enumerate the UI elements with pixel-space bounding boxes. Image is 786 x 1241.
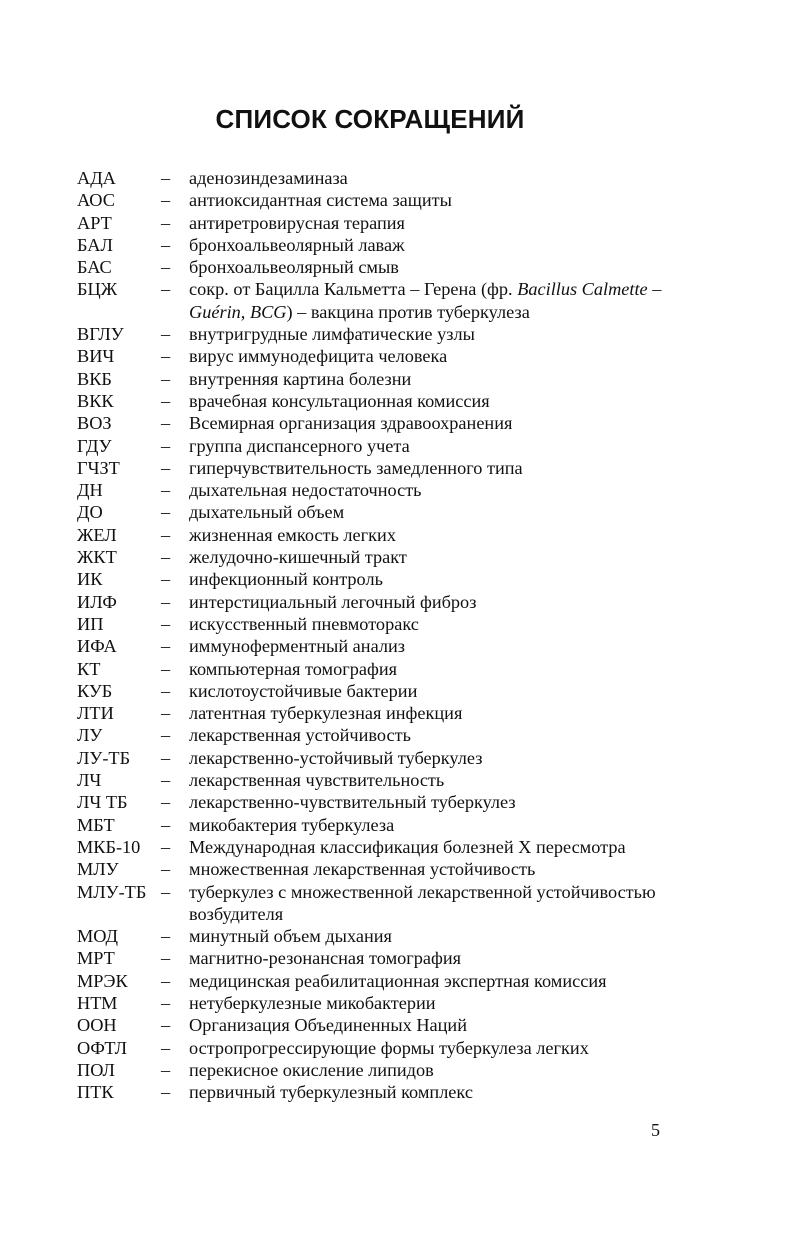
abbreviation-definition: туберкулез с множественной лекарственной устойчивостью возбудителя [189, 881, 656, 924]
abbreviation-definition: перекисное окисление липидов [189, 1059, 434, 1080]
abbreviation-term: МКБ-10 [77, 836, 141, 857]
abbreviation-term: ИЛФ [77, 591, 117, 612]
abbreviation-list [77, 167, 677, 1103]
abbreviation-definition: дыхательный объем [189, 502, 345, 523]
abbreviation-term: ВОЗ [77, 413, 112, 434]
abbreviation-entry [77, 256, 677, 278]
abbreviation-term: МЛУ [77, 859, 119, 880]
abbreviation-term: ЛЧ [77, 770, 102, 791]
abbreviation-term: КТ [77, 658, 101, 679]
dash-separator: – [161, 859, 171, 880]
dash-separator: – [161, 212, 171, 233]
abbreviation-definition: врачебная консультационная комиссия [189, 390, 490, 411]
dash-separator: – [161, 390, 171, 411]
abbreviation-term: ПТК [77, 1082, 114, 1103]
abbreviation-definition: компьютерная томография [189, 658, 398, 679]
abbreviation-definition: интерстициальный легочный фиброз [189, 591, 477, 612]
abbreviation-entry [77, 1059, 677, 1081]
abbreviation-entry [77, 970, 677, 992]
abbreviation-definition: внутренняя картина болезни [189, 368, 412, 389]
abbreviation-entry [77, 613, 677, 635]
abbreviation-definition: лекарственно-устойчивый туберкулез [189, 747, 483, 768]
abbreviation-term: КУБ [77, 680, 113, 701]
abbreviation-term: ВКК [77, 390, 114, 411]
dash-separator: – [161, 257, 171, 278]
abbreviation-term: ПОЛ [77, 1059, 115, 1080]
abbreviation-definition: бронхоальвеолярный лаваж [189, 234, 405, 255]
abbreviation-definition: инфекционный контроль [189, 569, 383, 590]
abbreviation-term: ДО [77, 502, 103, 523]
abbreviation-definition: минутный объем дыхания [189, 926, 392, 947]
abbreviation-entry [77, 501, 677, 523]
abbreviation-definition: нетуберкулезные микобактерии [189, 992, 436, 1013]
abbreviation-term: ГЧЗТ [77, 457, 120, 478]
abbreviation-term: ИК [77, 569, 103, 590]
dash-separator: – [161, 1015, 171, 1036]
abbreviation-term: БЦЖ [77, 279, 118, 300]
abbreviation-entry [77, 368, 677, 390]
abbreviation-entry [77, 591, 677, 613]
dash-separator: – [161, 1059, 171, 1080]
dash-separator: – [161, 413, 171, 434]
abbreviation-definition: внутригрудные лимфатические узлы [189, 324, 475, 345]
abbreviation-entry [77, 724, 677, 746]
abbreviation-definition: остропрогрессирующие формы туберкулеза легких [189, 1037, 589, 1058]
abbreviation-term: БАЛ [77, 234, 113, 255]
abbreviation-entry [77, 947, 677, 969]
abbreviation-entry [77, 635, 677, 657]
dash-separator: – [161, 636, 171, 657]
page-title: СПИСОК СОКРАЩЕНИЙ [215, 104, 525, 134]
abbreviation-definition: антиретровирусная терапия [189, 212, 405, 233]
abbreviation-term: АДА [77, 168, 116, 188]
abbreviation-entry [77, 747, 677, 769]
dash-separator: – [161, 346, 171, 367]
abbreviation-term: МБТ [77, 814, 115, 835]
abbreviation-term: МОД [77, 926, 119, 947]
dash-separator: – [161, 234, 171, 255]
abbreviation-term: ВГЛУ [77, 324, 124, 345]
dash-separator: – [161, 1082, 171, 1103]
dash-separator: – [161, 658, 171, 679]
abbreviation-entry [77, 658, 677, 680]
abbreviation-entry [77, 524, 677, 546]
dash-separator: – [161, 190, 171, 211]
dash-separator: – [161, 480, 171, 501]
abbreviation-definition: бронхоальвеолярный смыв [189, 257, 399, 278]
abbreviation-entry [77, 479, 677, 501]
dash-separator: – [161, 703, 171, 724]
definition-part: , [240, 301, 250, 322]
dash-separator: – [161, 725, 171, 746]
abbreviation-term: ИФА [77, 636, 117, 657]
abbreviation-term: ДН [77, 480, 103, 501]
abbreviation-entry [77, 278, 677, 323]
definition-italic-part: BCG [249, 301, 287, 322]
abbreviation-term: ЛЧ ТБ [77, 792, 128, 813]
dash-separator: – [161, 524, 171, 545]
abbreviation-definition: латентная туберкулезная инфекция [189, 703, 463, 724]
dash-separator: – [161, 168, 171, 188]
abbreviation-entry [77, 412, 677, 434]
dash-separator: – [161, 502, 171, 523]
abbreviation-term: МРТ [77, 948, 115, 969]
abbreviation-term: ИП [77, 613, 104, 634]
abbreviation-definition: лекарственная устойчивость [189, 725, 411, 746]
abbreviation-definition: вирус иммунодефицита человека [189, 346, 448, 367]
dash-separator: – [161, 368, 171, 389]
abbreviation-term: НТМ [77, 992, 118, 1013]
abbreviation-term: ЖКТ [77, 547, 117, 568]
abbreviation-term: ОФТЛ [77, 1037, 128, 1058]
abbreviation-definition: кислотоустойчивые бактерии [189, 680, 418, 701]
abbreviation-term: АОС [77, 190, 115, 211]
abbreviation-entry [77, 457, 677, 479]
dash-separator: – [161, 547, 171, 568]
abbreviation-term: ООН [77, 1015, 117, 1036]
abbreviation-definition: первичный туберкулезный комплекс [189, 1082, 473, 1103]
dash-separator: – [161, 457, 171, 478]
abbreviation-definition: множественная лекарственная устойчивость [189, 859, 536, 880]
abbreviation-entry [77, 992, 677, 1014]
abbreviation-entry [77, 234, 677, 256]
abbreviation-definition: желудочно-кишечный тракт [189, 547, 407, 568]
dash-separator: – [161, 948, 171, 969]
abbreviation-definition: искусственный пневмоторакс [189, 613, 419, 634]
dash-separator: – [161, 992, 171, 1013]
dash-separator: – [161, 324, 171, 345]
abbreviation-definition: лекарственно-чувствительный туберкулез [189, 792, 516, 813]
abbreviation-term: МЛУ-ТБ [77, 881, 147, 902]
dash-separator: – [161, 569, 171, 590]
abbreviation-definition: микобактерия туберкулеза [189, 814, 395, 835]
dash-separator: – [161, 814, 171, 835]
abbreviation-definition: жизненная емкость легких [189, 524, 396, 545]
abbreviation-entry [77, 390, 677, 412]
dash-separator: – [161, 881, 171, 902]
abbreviation-definition: группа диспансерного учета [189, 435, 410, 456]
abbreviation-entry [77, 546, 677, 568]
abbreviation-definition: Всемирная организация здравоохранения [189, 413, 513, 434]
abbreviation-entry [77, 769, 677, 791]
abbreviation-entry [77, 345, 677, 367]
abbreviation-definition: Организация Объединенных Наций [189, 1015, 467, 1036]
abbreviation-definition: лекарственная чувствительность [189, 770, 445, 791]
page-number: 5 [651, 1120, 660, 1140]
abbreviation-definition: Международная классификация болезней X пересмотра [189, 836, 626, 857]
abbreviation-entry [77, 189, 677, 211]
dash-separator: – [161, 770, 171, 791]
abbreviation-term: БАС [77, 257, 112, 278]
dash-separator: – [161, 836, 171, 857]
abbreviation-term: ГДУ [77, 435, 112, 456]
abbreviation-definition: гиперчувствительность замедленного типа [189, 457, 523, 478]
abbreviation-term: ЛТИ [77, 703, 114, 724]
abbreviation-entry [77, 702, 677, 724]
abbreviation-entry [77, 167, 677, 189]
abbreviation-definition: медицинская реабилитационная экспертная комиссия [189, 970, 607, 991]
dash-separator: – [161, 680, 171, 701]
dash-separator: – [161, 613, 171, 634]
dash-separator: – [161, 926, 171, 947]
abbreviation-definition [189, 278, 677, 323]
abbreviation-definition: магнитно-резонансная томография [189, 948, 462, 969]
abbreviation-term: ЛУ [77, 725, 103, 746]
abbreviation-term: ЖЕЛ [77, 524, 117, 545]
abbreviation-entry [77, 858, 677, 880]
dash-separator: – [161, 792, 171, 813]
abbreviation-term: МРЭК [77, 970, 128, 991]
abbreviation-entry [77, 435, 677, 457]
abbreviation-entry [77, 323, 677, 345]
abbreviation-term: ВКБ [77, 368, 112, 389]
dash-separator: – [161, 591, 171, 612]
abbreviation-entry [77, 836, 677, 858]
dash-separator: – [161, 279, 171, 300]
dash-separator: – [161, 970, 171, 991]
dash-separator: – [161, 747, 171, 768]
definition-italic-part: Bacillus Calmette – Guérin [189, 279, 662, 322]
abbreviation-entry [77, 925, 677, 947]
abbreviation-entry [77, 568, 677, 590]
abbreviation-entry [77, 1014, 677, 1036]
dash-separator: – [161, 435, 171, 456]
abbreviation-entry [77, 212, 677, 234]
abbreviation-definition: дыхательная недостаточность [189, 480, 422, 501]
abbreviation-entry [77, 680, 677, 702]
abbreviation-entry [77, 1081, 677, 1103]
abbreviation-entry [77, 814, 677, 836]
abbreviation-entry [77, 1037, 677, 1059]
definition-part: сокр. от Бацилла Кальметта – Герена (фр. [189, 279, 518, 300]
abbreviation-term: ЛУ-ТБ [77, 747, 131, 768]
definition-part: ) – вакцина против туберкулеза [286, 301, 530, 322]
abbreviation-entry [77, 881, 677, 926]
abbreviation-entry [77, 791, 677, 813]
dash-separator: – [161, 1037, 171, 1058]
abbreviation-definition: аденозиндезаминаза [189, 168, 348, 188]
abbreviation-definition: антиоксидантная система защиты [189, 190, 452, 211]
abbreviation-term: АРТ [77, 212, 112, 233]
abbreviation-definition: иммуноферментный анализ [189, 636, 405, 657]
abbreviation-term: ВИЧ [77, 346, 115, 367]
